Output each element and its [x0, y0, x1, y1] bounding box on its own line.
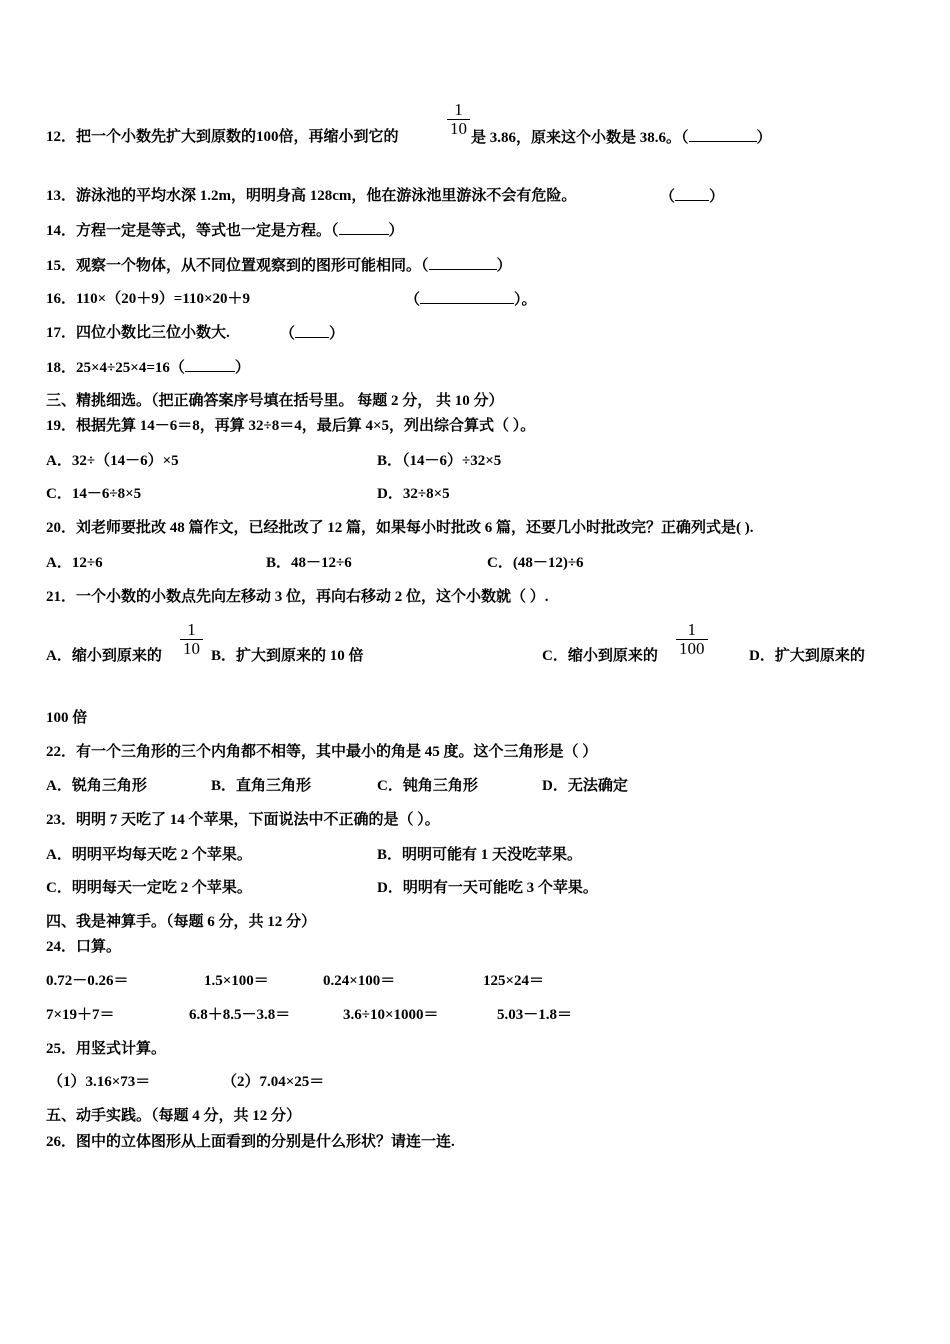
option-a[interactable]: A．锐角三角形 [46, 778, 147, 794]
question-22: 22．有一个三角形的三个内角都不相等，其中最小的角是 45 度。这个三角形是（ ） [46, 744, 598, 760]
question-17-answer: （ ） [280, 323, 344, 344]
calc-item: 6.8＋8.5－3.8＝ [189, 1007, 291, 1023]
calc-item: 1.5×100＝ [204, 973, 269, 989]
answer-blank[interactable] [689, 127, 757, 142]
calc-part-1: （1）3.16×73＝ [48, 1074, 151, 1090]
answer-blank[interactable] [185, 357, 235, 372]
question-26: 26．图中的立体图形从上面看到的分别是什么形状？请连一连. [46, 1134, 455, 1150]
option-c[interactable]: C．14－6÷8×5 [46, 486, 142, 502]
question-12: 12．把一个小数先扩大到原数的100倍，再缩小到它的 [46, 129, 399, 145]
option-a[interactable]: A．12÷6 [46, 555, 103, 571]
question-23: 23．明明 7 天吃了 14 个苹果，下面说法中不正确的是（ ）。 [46, 812, 440, 828]
option-a[interactable]: A．明明平均每天吃 2 个苹果。 [46, 847, 252, 863]
answer-blank[interactable] [429, 255, 497, 270]
answer-blank[interactable] [295, 323, 329, 338]
calc-item: 125×24＝ [483, 973, 545, 989]
option-c[interactable]: C．(48－12)÷6 [487, 555, 584, 571]
question-25: 25．用竖式计算。 [46, 1041, 167, 1057]
option-d[interactable]: D．扩大到原来的 [749, 648, 865, 664]
question-21: 21．一个小数的小数点先向左移动 3 位，再向右移动 2 位，这个小数就（ ）. [46, 589, 549, 605]
fraction-one-hundredth: $\frac{1}{100}$ [676, 621, 708, 658]
option-a[interactable]: A．32÷（14－6）×5 [46, 453, 179, 469]
option-d-continued: 100 倍 [46, 710, 88, 726]
option-b[interactable]: B．（14－6）÷32×5 [377, 453, 502, 469]
question-14: 14．方程一定是等式，等式也一定是方程。（ ） [46, 220, 404, 241]
option-b[interactable]: B．48－12÷6 [266, 555, 352, 571]
fraction-one-tenth: $\frac{1}{10}$ [180, 621, 203, 658]
question-15: 15．观察一个物体，从不同位置观察到的图形可能相同。（ ） [46, 255, 512, 276]
option-d[interactable]: D．明明有一天可能吃 3 个苹果。 [377, 880, 598, 896]
answer-blank[interactable] [420, 289, 514, 304]
option-c[interactable]: C．钝角三角形 [377, 778, 478, 794]
question-18: 18．25×4÷25×4=16（ ） [46, 357, 250, 378]
option-c[interactable]: C．缩小到原来的 [542, 648, 658, 664]
section-4-heading: 四、我是神算手。（每题 6 分，共 12 分） [46, 914, 317, 930]
answer-blank[interactable] [675, 186, 709, 201]
option-d[interactable]: D．无法确定 [542, 778, 628, 794]
question-24: 24．口算。 [46, 939, 122, 955]
section-3-heading: 三、精挑细选。（把正确答案序号填在括号里。 每题 2 分， 共 10 分） [46, 393, 504, 409]
calc-item: 5.03－1.8＝ [497, 1007, 573, 1023]
question-13-answer: （ ） [660, 186, 724, 207]
question-17: 17．四位小数比三位小数大. [46, 325, 230, 341]
option-b[interactable]: B．扩大到原来的 10 倍 [211, 648, 364, 664]
option-d[interactable]: D．32÷8×5 [377, 486, 450, 502]
question-12-tail: 是 3.86，原来这个小数是 38.6。（ ） [471, 127, 772, 148]
answer-blank[interactable] [339, 220, 389, 235]
calc-item: 0.24×100＝ [323, 973, 396, 989]
question-16-answer: （ ）。 [405, 289, 537, 310]
question-20: 20．刘老师要批改 48 篇作文，已经批改了 12 篇，如果每小时批改 6 篇，还要几小时批改完？正确列式是( ). [46, 520, 754, 536]
calc-item: 7×19＋7＝ [46, 1007, 115, 1023]
calc-part-2: （2）7.04×25＝ [222, 1074, 325, 1090]
option-b[interactable]: B．明明可能有 1 天没吃苹果。 [377, 847, 583, 863]
question-19: 19．根据先算 14－6＝8，再算 32÷8＝4，最后算 4×5，列出综合算式（ ）。 [46, 418, 536, 434]
option-c[interactable]: C．明明每天一定吃 2 个苹果。 [46, 880, 252, 896]
question-16: 16．110×（20＋9）=110×20＋9 [46, 291, 250, 307]
section-5-heading: 五、动手实践。（每题 4 分，共 12 分） [46, 1108, 302, 1124]
calc-item: 3.6÷10×1000＝ [343, 1007, 439, 1023]
fraction-one-tenth: $\frac{1}{10}$ [447, 101, 470, 138]
option-b[interactable]: B．直角三角形 [211, 778, 312, 794]
option-a[interactable]: A．缩小到原来的 [46, 648, 162, 664]
calc-item: 0.72－0.26＝ [46, 973, 129, 989]
question-13: 13．游泳池的平均水深 1.2m，明明身高 128cm，他在游泳池里游泳不会有危险。 [46, 188, 577, 204]
